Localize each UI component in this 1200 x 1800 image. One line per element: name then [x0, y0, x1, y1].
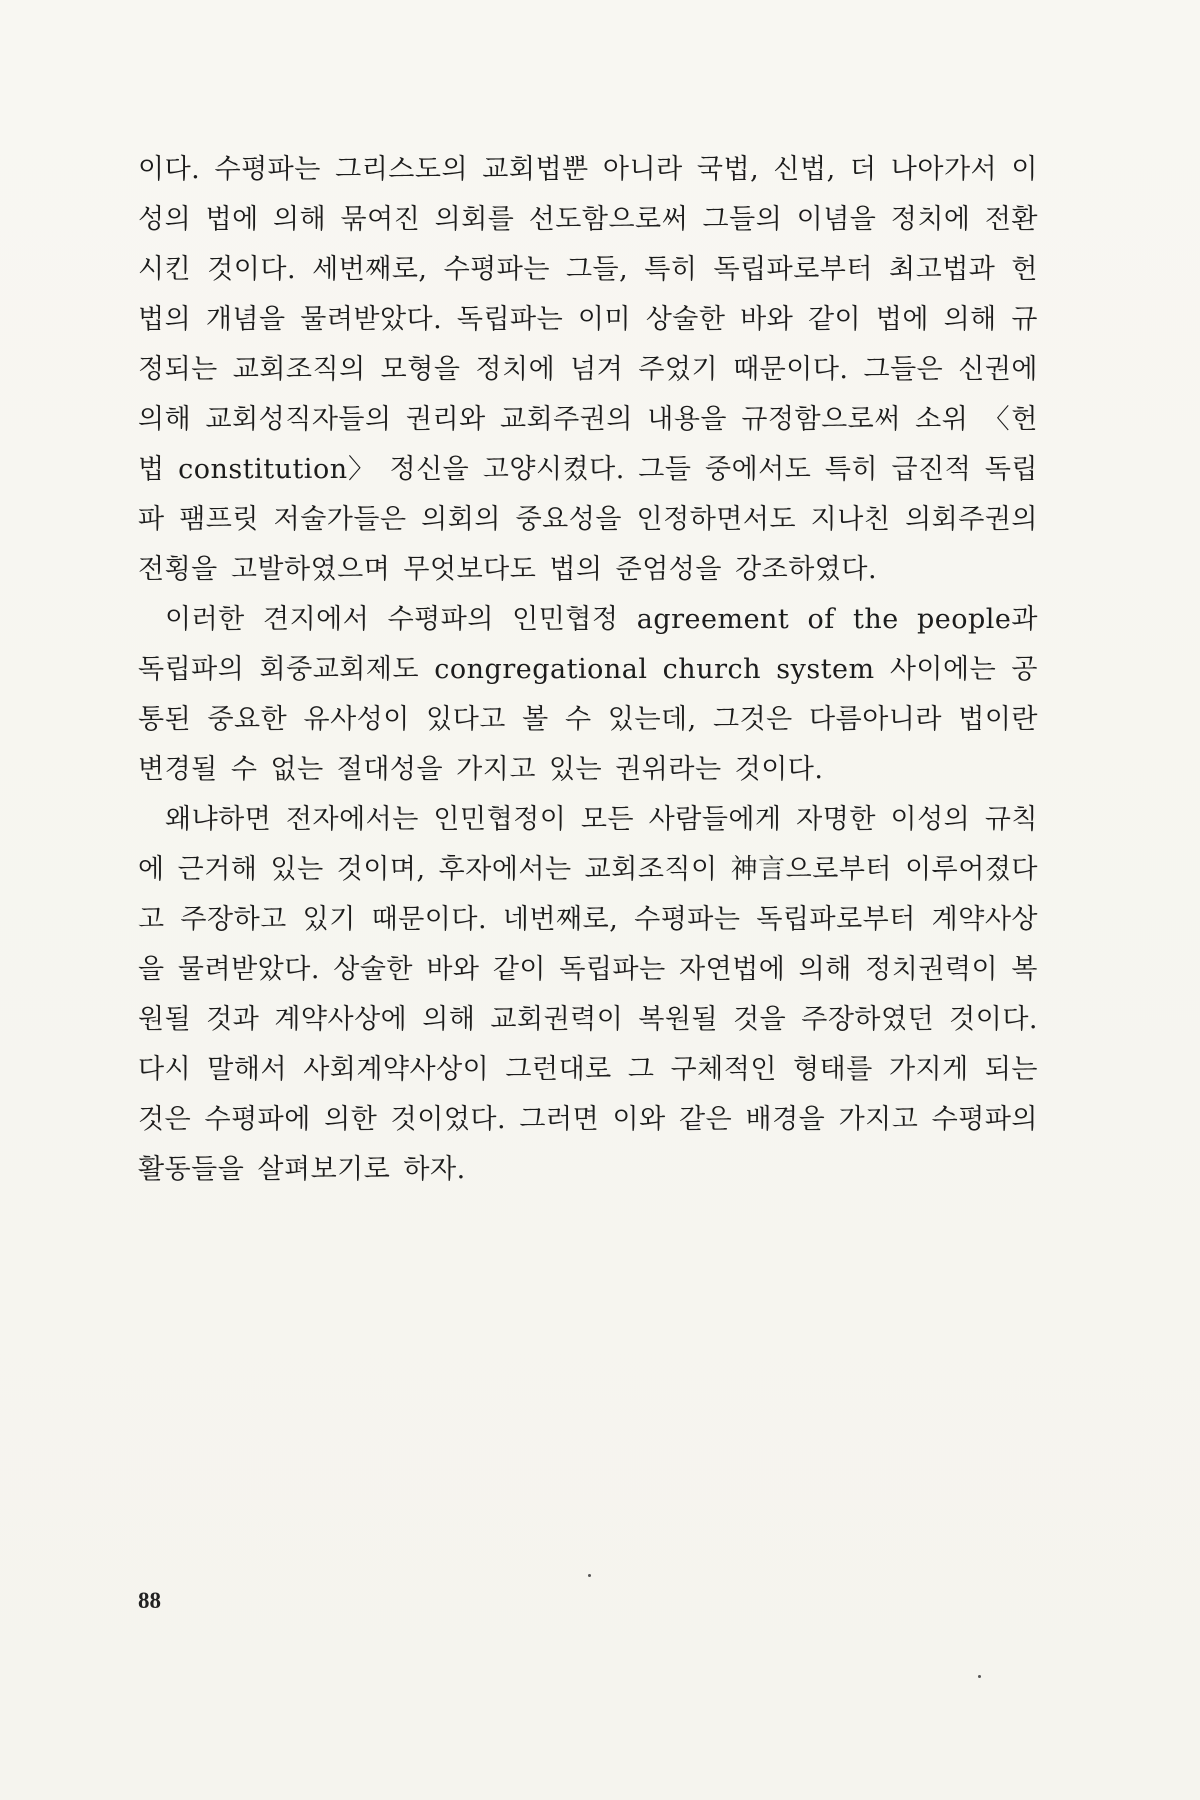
- paragraph-3: 왜냐하면 전자에서는 인민협정이 모든 사람들에게 자명한 이성의 규칙에 근거해 있는 것이며, 후자에서는 교회조직이 神言으로부터 이루어졌다고 주장하고 있기 때문이다. 네번째로, 수평파는 독립파로부터 계약사상을 물려받았다. 상술한 바와 같이 독립파는 자연법에 의해 정치권력이 복원될 것과 계약사상에 의해 교회권력이 복원될 것을 주장하였던 것이다. 다시 말해서 사회계약사상이 그런대로 그 구체적인 형태를 가지게 되는 것은 수평파에 의한 것이었다. 그러면 이와 같은 배경을 가지고 수평파의 활동들을 살펴보기로 하자.: [138, 804, 1038, 1185]
- scan-speck: [588, 1574, 591, 1577]
- paragraph-1: 이다. 수평파는 그리스도의 교회법뿐 아니라 국법, 신법, 더 나아가서 이성의 법에 의해 묶여진 의회를 선도함으로써 그들의 이념을 정치에 전환시킨 것이다. 세번째로, 수평파는 그들, 특히 독립파로부터 최고법과 헌법의 개념을 물려받았다. 독립파는 이미 상술한 바와 같이 법에 의해 규정되는 교회조직의 모형을 정치에 넘겨 주었기 때문이다. 그들은 신권에 의해 교회성직자들의 권리와 교회주권의 내용을 규정함으로써 소위 〈헌법 constitution〉 정신을 고양시켰다. 그들 중에서도 특히 급진적 독립파 팸프릿 저술가들은 의회의 중요성을 인정하면서도 지나친 의회주권의 전횡을 고발하였으며 무엇보다도 법의 준엄성을 강조하였다.: [138, 154, 1038, 585]
- paragraph-2: 이러한 견지에서 수평파의 인민협정 agreement of the people과 독립파의 회중교회제도 congregational church system 사이에는 공통된 중요한 유사성이 있다고 볼 수 있는데, 그것은 다름아니라 법이란 변경될 수 없는 절대성을 가지고 있는 권위라는 것이다.: [138, 604, 1038, 785]
- page-number: 88: [138, 1588, 161, 1613]
- scan-speck: [978, 1675, 981, 1678]
- body-text: [138, 145, 1038, 1195]
